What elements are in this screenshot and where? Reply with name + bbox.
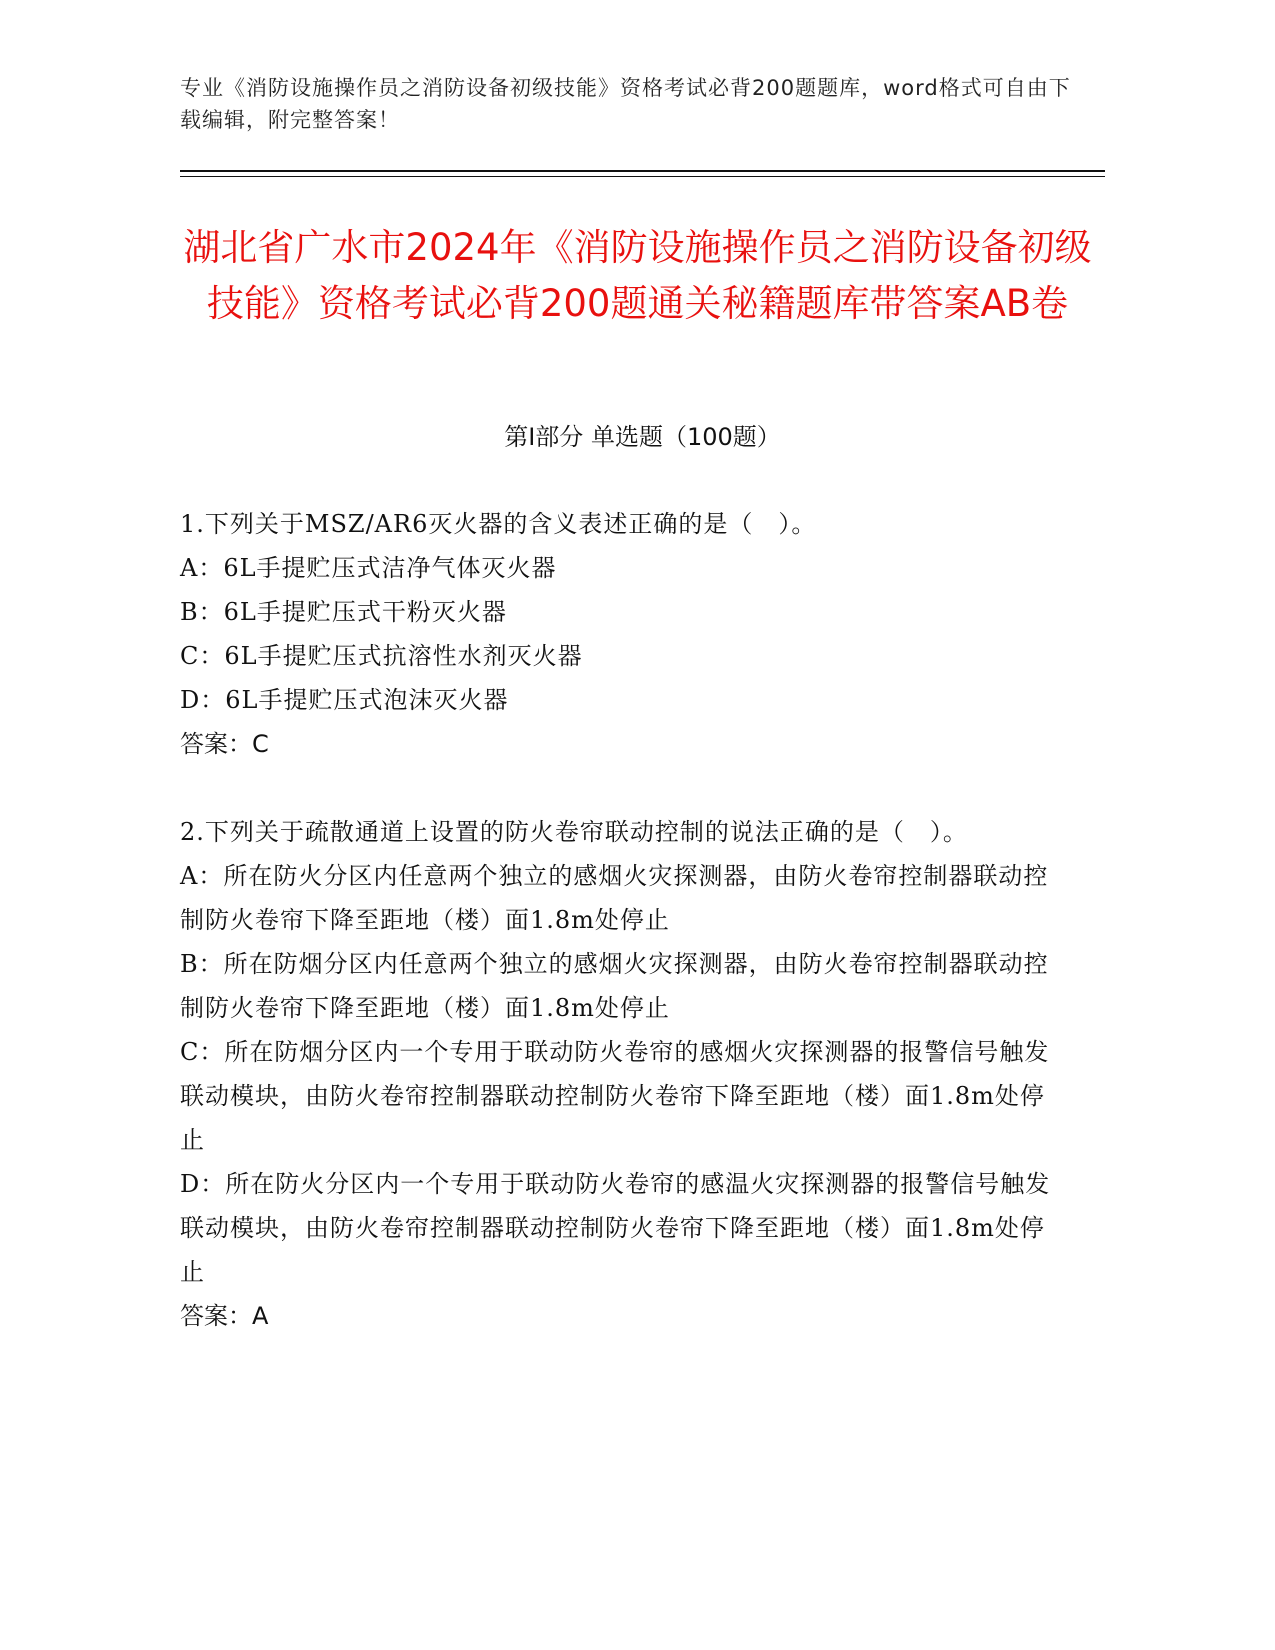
- option-a: A：所在防火分区内任意两个独立的感烟火灾探测器，由防火卷帘控制器联动控制防火卷帘下降至距地（楼）面1.8m处停止: [180, 862, 1049, 934]
- question-stem: 1.下列关于MSZ/AR6灭火器的含义表述正确的是（ ）。: [180, 510, 817, 538]
- option-d: D：6L手提贮压式泡沫灭火器: [180, 686, 509, 714]
- option-b: B：所在防烟分区内任意两个独立的感烟火灾探测器，由防火卷帘控制器联动控制防火卷帘下降至距地（楼）面1.8m处停止: [180, 950, 1049, 1022]
- question-stem: 2.下列关于疏散通道上设置的防火卷帘联动控制的说法正确的是（ ）。: [180, 818, 968, 846]
- option-d: D：所在防火分区内一个专用于联动防火卷帘的感温火灾探测器的报警信号触发联动模块，由防火卷帘控制器联动控制防火卷帘下降至距地（楼）面1.8m处停止: [180, 1170, 1051, 1286]
- document-title: 湖北省广水市2024年《消防设施操作员之消防设备初级技能》资格考试必背200题通关秘籍题库带答案AB卷: [183, 226, 1092, 325]
- section-title: 第Ⅰ部分 单选题（100题）: [504, 423, 781, 451]
- option-c: C：所在防烟分区内一个专用于联动防火卷帘的感烟火灾探测器的报警信号触发联动模块，由防火卷帘控制器联动控制防火卷帘下降至距地（楼）面1.8m处停止: [180, 1038, 1050, 1154]
- option-a: A：6L手提贮压式洁净气体灭火器: [180, 554, 557, 582]
- header-rule-thin: [180, 176, 1105, 177]
- question-1: [180, 502, 1060, 766]
- question-2: [180, 810, 1060, 1338]
- answer: 答案：C: [180, 730, 269, 758]
- header-note: 专业《消防设施操作员之消防设备初级技能》资格考试必背200题题库，word格式可自由下载编辑，附完整答案！: [180, 76, 1071, 132]
- answer: 答案：A: [180, 1302, 269, 1330]
- header-rule-thick: [180, 170, 1105, 172]
- option-c: C：6L手提贮压式抗溶性水剂灭火器: [180, 642, 583, 670]
- option-b: B：6L手提贮压式干粉灭火器: [180, 598, 507, 626]
